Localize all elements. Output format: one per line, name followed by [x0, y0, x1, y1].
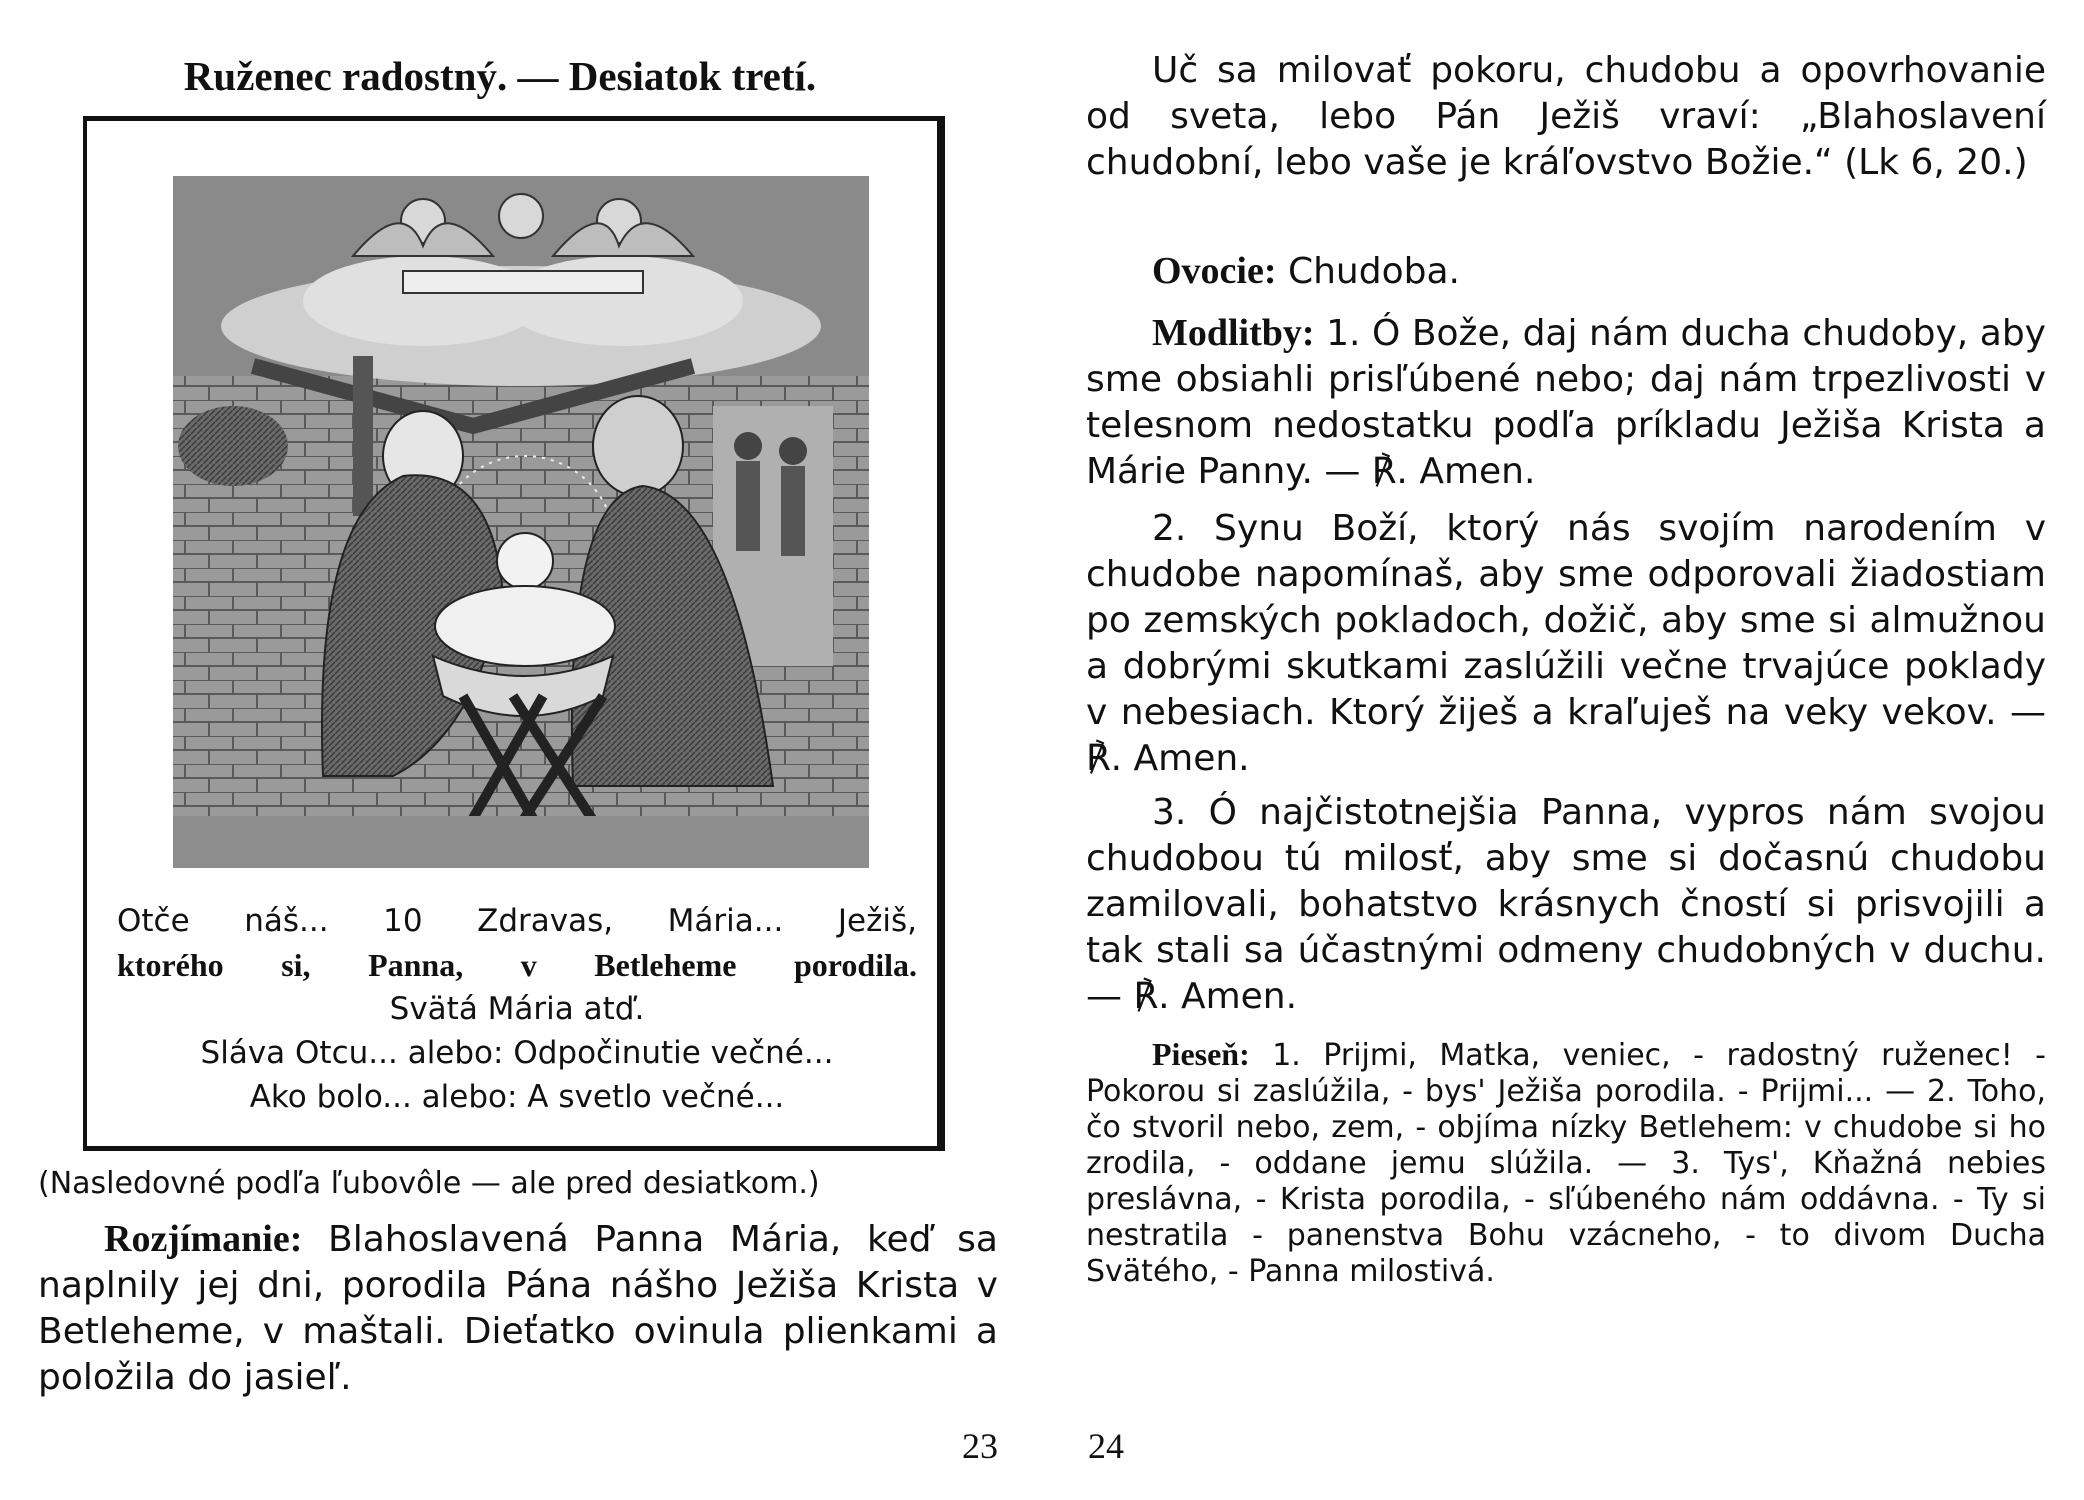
fruit-label: Ovocie: — [1152, 250, 1277, 292]
song-text: 1. Prijmi, Matka, veniec, - radostný ruženec! - Pokorou si zaslúžila, - bys' Ježiša porodila. - Prijmi... — 2. Toho, čo stvoril nebo, zem, - objíma nízky Betlehem: v chudobe si ho zrodila, - oddane jemu slúžila. — 3. Tys', Kňažná nebies preslávna, - Krista porodila, - sľúbeného nám oddávna. - Ty si nestratila - panenstva Bohu vzácneho, - to divom Ducha Svätého, - Panna milostivá. — [1086, 1038, 2046, 1289]
song-label: Pieseň: — [1152, 1036, 1250, 1072]
meditation-paragraph — [38, 1216, 998, 1401]
optional-note: (Nasledovné podľa ľubovôle — ale pred desiatkom.) — [38, 1166, 820, 1201]
meditation-text: Blahoslavená Panna Mária, keď sa naplnily jej dni, porodila Pána nášho Ježiša Krista v Betleheme, v maštali. Dieťatko ovinula plienkami a položila do jasieľ. — [38, 1219, 998, 1398]
prayer-line-2: ktorého si, Panna, v Betleheme porodila. — [117, 947, 917, 983]
prayers-label: Modlitby: — [1152, 312, 1315, 354]
prayer-line-1: Otče náš... 10 Zdravas, Mária... Ježiš, — [117, 903, 917, 939]
right-page — [1042, 0, 2084, 1500]
prayer-line-3: Svätá Mária atď. — [389, 991, 645, 1027]
decade-prayers — [117, 899, 917, 1119]
nativity-engraving-icon — [173, 176, 869, 868]
fruit-paragraph — [1086, 248, 2046, 295]
intro-paragraph: Uč sa milovať pokoru, chudobu a opovrhovanie od sveta, lebo Pán Ježiš vraví: „Blahoslavení chudobní, lebo vaše je kráľovstvo Božie.“ (Lk 6, 20.) — [1086, 50, 2046, 183]
prayer-1-text: 1. Ó Bože, daj nám ducha chudoby, aby sme obsiahli prisľúbené nebo; daj nám trpezlivosti v telesnom nedostatku podľa príkladu Ježiša Krista a Márie Panny. — ℟. Amen. — [1086, 313, 2046, 492]
prayer-paragraph-3: 3. Ó najčistotnejšia Panna, vypros nám svojou chudobou tú milosť, aby sme si dočasnú chudobu zamilovali, bohatstvo krásnych čností si prisvojili a tak stali sa účastnými odmeny chudobných v duchu. — ℟. Amen. — [1086, 792, 2046, 1017]
prayer-paragraph-1 — [1086, 310, 2046, 495]
fruit-text: Chudoba. — [1287, 251, 1460, 292]
prayer-line-4: Sláva Otcu... alebo: Odpočinutie večné... — [200, 1035, 834, 1071]
meditation-label: Rozjímanie: — [104, 1218, 303, 1260]
song-paragraph — [1086, 1036, 2046, 1290]
page-number-left: 23 — [962, 1426, 998, 1466]
page-header: Ruženec radostný. — Desiatok tretí. — [183, 53, 817, 99]
illustration-frame — [83, 116, 945, 1151]
prayer-line-5: Ako bolo... alebo: A svetlo večné... — [249, 1079, 785, 1115]
page-number-right: 24 — [1088, 1426, 1124, 1466]
prayer-paragraph-2: 2. Synu Boží, ktorý nás svojím narodením v chudobe napomínaš, aby sme odporovali žiadostiam po zemských pokladoch, dožič, aby sme si almužnou a dobrými skutkami zaslúžili večne trvajúce poklady v nebesiach. Ktorý žiješ a kraľuješ na veky vekov. — ℟. Amen. — [1086, 508, 2046, 779]
